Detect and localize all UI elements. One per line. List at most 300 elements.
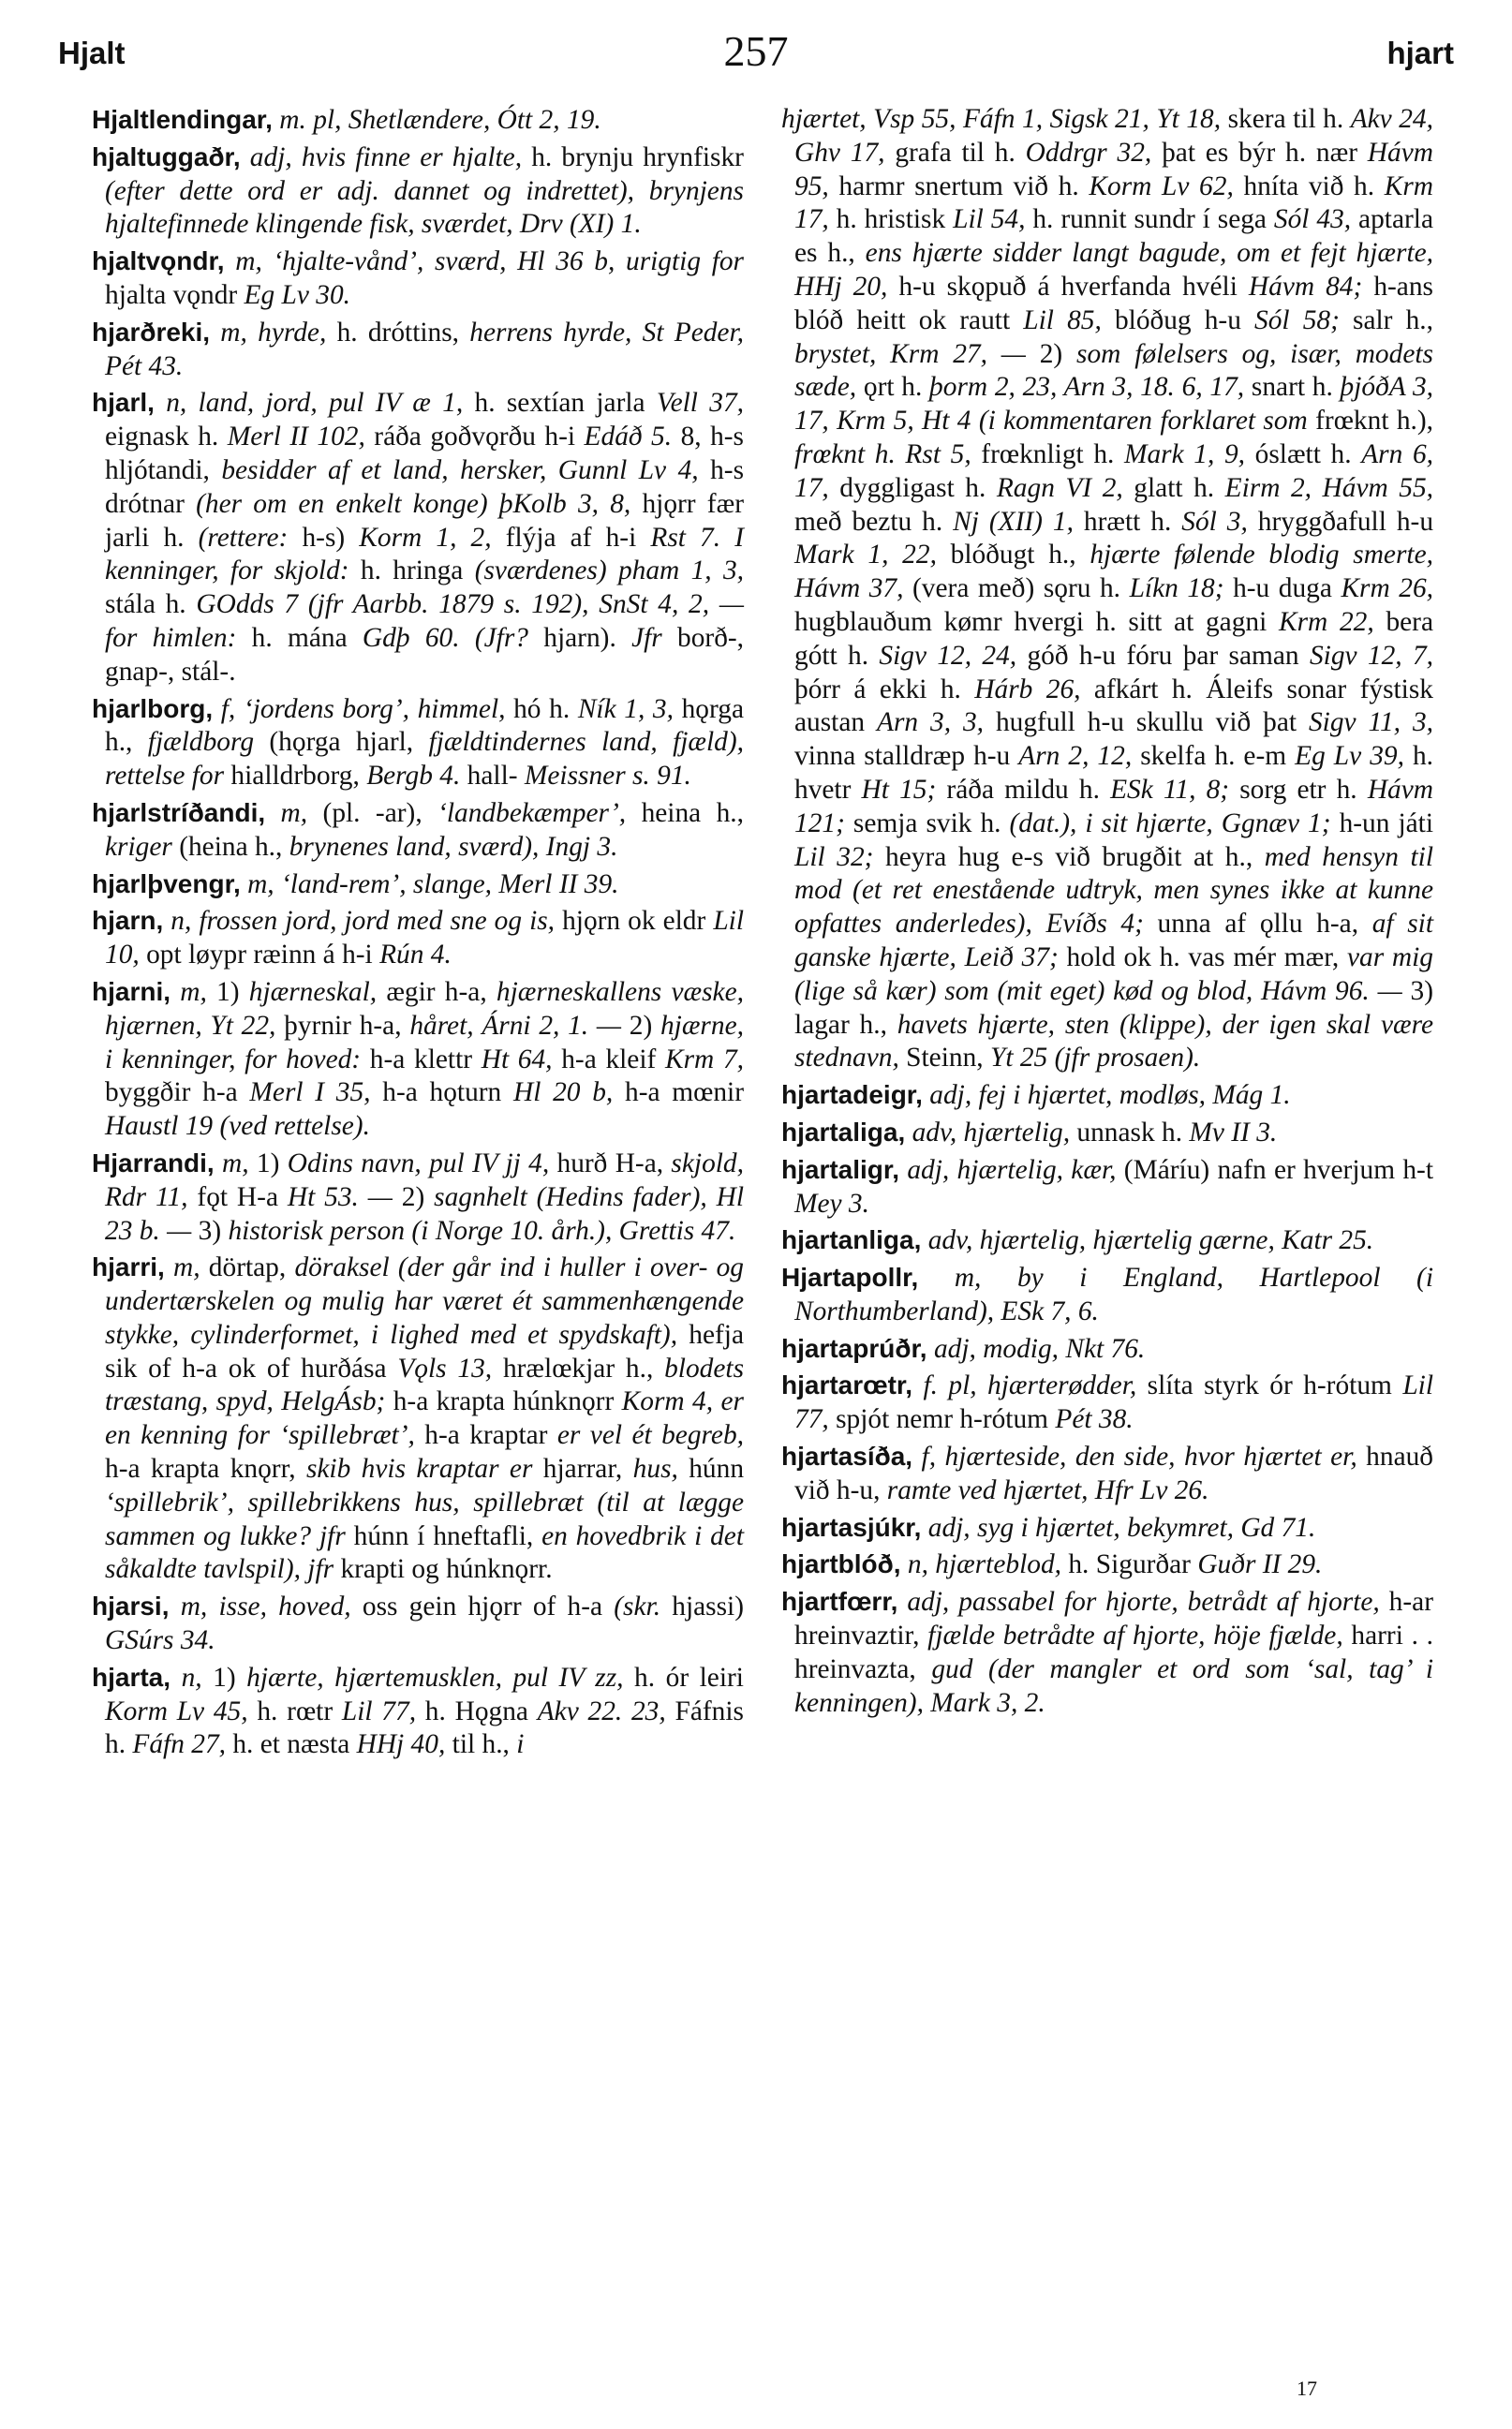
entry-italic-text: Hávm 121; — [794, 774, 1434, 838]
entry-italic-text: m, hyrde, — [210, 317, 337, 348]
entry-text: Fáfnis h. — [105, 1696, 744, 1760]
entry-italic-text: Sigv 11, 3, — [1308, 707, 1433, 738]
entry-text: h. hvetr — [794, 741, 1433, 805]
entry-text: h-a kleif — [561, 1044, 665, 1074]
entry-italic-text: n, — [170, 1662, 214, 1693]
entry-text: unna af ǫllu h-a, — [1157, 909, 1372, 940]
entry-text: hall- — [467, 761, 525, 792]
entry-text: h-a hǫturn — [382, 1077, 513, 1108]
entry-italic-text: frœknt h. Rst 5, — [794, 438, 982, 469]
entry-headword: hjaltvǫndr, — [92, 246, 225, 276]
left-column — [92, 103, 744, 1765]
entry-italic-text: Guðr II 29. — [1197, 1549, 1323, 1580]
entry-italic-text: Mey 3. — [794, 1188, 869, 1219]
dictionary-entry — [781, 1223, 1433, 1258]
entry-italic-text: Ragn VI 2, — [996, 472, 1134, 503]
entry-italic-text: Korm Lv 62, — [1089, 170, 1244, 201]
entry-italic-text: med hensyn til mod (et ret enestående udtryk, men synes ikke at kunne opfattes anderledes), Evíðs 4; — [794, 841, 1433, 940]
entry-italic-text: Mark 1, 9, — [1124, 438, 1255, 469]
entry-headword: hjartarœtr, — [781, 1370, 913, 1400]
entry-italic-text: Akv 24, Ghv 17, — [794, 104, 1433, 168]
entry-italic-text: adj, hjærtelig, kær, — [899, 1154, 1124, 1185]
entry-italic-text: hjærneskal, — [248, 976, 387, 1007]
entry-headword: Hjaltlendingar, — [92, 105, 273, 134]
entry-italic-text: Sól 3, — [1181, 506, 1258, 537]
entry-headword: hjarlstríðandi, — [92, 797, 266, 827]
entry-text: h-a krapta húnknǫrr — [393, 1386, 622, 1417]
entry-text: stála h. — [105, 589, 197, 620]
entry-italic-text: adv, hjærtelig, hjærtelig gærne, Katr 25. — [921, 1225, 1374, 1256]
entry-text: h. hristisk — [836, 204, 954, 235]
entry-italic-text: hjærneskallens væske, hjærnen, Yt 22, — [105, 976, 744, 1041]
entry-headword: hjarta, — [92, 1662, 171, 1692]
dictionary-entry — [92, 904, 744, 972]
entry-text: hjalta vǫndr — [105, 279, 245, 310]
entry-italic-text: m, by i England, Hartlepool (i Northumberland), ESk 7, 6. — [794, 1263, 1433, 1326]
entry-text: hjǫrn ok eldr — [562, 906, 714, 937]
entry-italic-text: fjældtindernes land, fjæld), rettelse for — [105, 727, 744, 792]
entry-text: h-a kraptar — [424, 1420, 557, 1451]
entry-headword: hjartaprúðr, — [781, 1333, 927, 1363]
entry-text: frœknt h.), — [1315, 406, 1433, 437]
entry-italic-text: Korm 4, er en kenning for ‘spillebræt’, — [105, 1386, 744, 1451]
entry-italic-text: GOdds 7 (jfr Aarbb. 1879 s. 192), SnSt 4, 2, — for himlen: — [105, 589, 744, 653]
entry-italic-text: Odins navn, pul IV jj 4, — [287, 1148, 557, 1178]
entry-text: harri . . hreinvazta, — [794, 1621, 1433, 1684]
dictionary-entry — [781, 1116, 1433, 1150]
entry-text: flýja af h-i — [505, 522, 651, 553]
entry-headword: hjarl, — [92, 388, 155, 418]
entry-italic-text: m, — [214, 1148, 257, 1178]
entry-text: unnask h. — [1076, 1117, 1190, 1148]
entry-headword: hjarni, — [92, 976, 171, 1006]
entry-italic-text: Lil 77, — [794, 1370, 1433, 1435]
entry-text: h. et næsta — [232, 1729, 357, 1760]
entry-italic-text: adv, hjærtelig, — [905, 1117, 1077, 1148]
entry-italic-text: Oddrgr 32, — [1025, 137, 1163, 168]
entry-italic-text: n, frossen jord, jord med sne og is, — [163, 906, 563, 937]
entry-italic-text: Korm 1, 2, — [359, 522, 506, 553]
entry-italic-text: (rettere: — [198, 522, 303, 553]
entry-text: 2) — [1039, 338, 1077, 369]
entry-italic-text: Jfr — [631, 622, 678, 653]
entry-italic-text: håret, Árni 2, 1. — — [409, 1010, 630, 1041]
entry-text: (heina h., — [179, 831, 289, 862]
entry-headword: hjartasjúkr, — [781, 1512, 922, 1542]
entry-text: h. ór leiri — [634, 1662, 744, 1693]
entry-italic-text: kriger — [105, 831, 180, 862]
entry-italic-text: m, ‘land-rem’, slange, Merl II 39. — [240, 868, 619, 899]
entry-italic-text: (skr. — [614, 1592, 673, 1622]
dictionary-entry — [92, 975, 744, 1144]
entry-text: h-s) — [302, 522, 360, 553]
entry-text: borð-, gnap-, stál-. — [105, 622, 745, 687]
entry-italic-text: Gdþ 60. (Jfr? — [362, 622, 544, 653]
entry-italic-text: Nj (XII) 1, — [953, 506, 1084, 537]
entry-italic-text: ramte ved hjærtet, Hfr Lv 26. — [886, 1474, 1209, 1505]
entry-text: snart h. — [1251, 372, 1341, 403]
entry-italic-text: Fáfn 27, — [132, 1729, 233, 1760]
entry-italic-text: Krm 22, — [1279, 606, 1386, 637]
entry-headword: hjartadeigr, — [781, 1080, 923, 1110]
entry-headword: hjarðreki, — [92, 317, 211, 347]
entry-italic-text: m, ‘hjalte-vånd’, sværd, Hl 36 b, urigtig for — [224, 246, 744, 277]
entry-text: hjarrar, — [542, 1454, 633, 1485]
entry-italic-text: m, — [164, 1252, 209, 1283]
signature-mark: 17 — [1297, 2377, 1317, 2400]
entry-italic-text: fjældborg — [147, 727, 270, 758]
entry-text: semja svik h. — [852, 807, 1010, 838]
entry-italic-text: HHj 40, — [356, 1729, 452, 1760]
entry-text: hrætt h. — [1083, 506, 1182, 537]
entry-italic-text: Akv 22. 23, — [537, 1696, 675, 1726]
entry-text: h. runnit sundr í sega — [1032, 204, 1274, 235]
dictionary-entry — [92, 141, 744, 242]
header-first-word: Hjalt — [58, 36, 126, 70]
entry-text: h-a krapta knǫrr, — [105, 1454, 306, 1485]
entry-italic-text: m, isse, hoved, — [169, 1592, 363, 1622]
entry-text: h-ans blóð heitt ok rautt — [794, 271, 1433, 335]
entry-text: skelfa h. e-m — [1140, 741, 1296, 772]
entry-italic-text: Lil 77, — [341, 1696, 425, 1726]
entry-italic-text: adj, passabel for hjorte, betrådt af hjorte, — [897, 1587, 1389, 1618]
entry-headword: Hjartapollr, — [781, 1263, 919, 1293]
entry-italic-text: f, ‘jordens borg’, himmel, — [213, 693, 514, 724]
entry-text: dyggligast h. — [839, 472, 997, 503]
entry-text: h-u duga — [1233, 573, 1342, 604]
dictionary-entry — [781, 1332, 1433, 1367]
right-column — [781, 103, 1433, 1765]
text-columns — [92, 103, 1433, 1765]
entry-text: frœknligt h. — [981, 438, 1124, 469]
entry-italic-text: Sigv 12, 24, — [879, 640, 1028, 671]
entry-text: 8, h-s hljótandi, — [105, 422, 744, 485]
entry-text: hjarn). — [543, 622, 632, 653]
entry-italic-text: Líkn 18; — [1129, 573, 1234, 604]
entry-italic-text: af sit ganske hjærte, Leið 37; — [794, 909, 1434, 972]
entry-text: h. mána — [251, 622, 363, 653]
entry-italic-text: Ht 53. — — [287, 1181, 402, 1212]
entry-italic-text: Hávm 95, — [794, 137, 1433, 201]
entry-text: hold ok h. vas mér mær, — [1066, 941, 1347, 972]
entry-italic-text: döraksel (der går ind i huller i over- og undertærskelen og mulig har været ét sammenhængende stykke, cylinderformet, i lighed med et spydskaft), — [105, 1252, 744, 1350]
entry-italic-text: Bergb 4. — [366, 761, 467, 792]
dictionary-entry — [92, 867, 744, 902]
entry-italic-text: besidder af et land, hersker, Gunnl Lv 4, — [221, 454, 711, 485]
entry-text: þat es býr h. nær — [1162, 137, 1368, 168]
entry-text: þórr á ekki h. — [794, 674, 975, 704]
entry-italic-text: Pét 38. — [1055, 1404, 1134, 1435]
entry-italic-text: Sigv 12, 7, — [1309, 640, 1433, 671]
entry-text: hníta við h. — [1243, 170, 1385, 201]
entry-text: hrælœkjar h., — [502, 1353, 665, 1384]
entry-headword: hjartfœrr, — [781, 1587, 898, 1617]
entry-italic-text: hjærne, i kenninger, for hoved: — [105, 1010, 744, 1074]
entry-text: hugblauðum kømr hvergi h. sitt at gagni — [794, 606, 1279, 637]
entry-italic-text: f, hjærteside, den side, hvor hjærtet er, — [912, 1442, 1367, 1473]
entry-text: 1) — [256, 1148, 288, 1178]
entry-text: ægir h-a, — [386, 976, 497, 1007]
entry-text: 2) — [629, 1010, 660, 1041]
entry-text: Steinn, — [906, 1043, 990, 1074]
entry-italic-text: en hovedbrik i det såkaldte tavlspil), jfr — [105, 1520, 744, 1585]
entry-italic-text: Arn 6, 17, — [794, 438, 1433, 503]
entry-italic-text: ESk 11, 8; — [1110, 774, 1240, 805]
entry-italic-text: skib hvis kraptar er — [305, 1454, 543, 1485]
entry-text: eignask h. — [105, 422, 228, 452]
entry-italic-text: þjóðA 3, 17, Krm 5, Ht 4 (i kommentaren forklaret som — [794, 372, 1433, 437]
entry-text: byggðir h-a — [105, 1077, 250, 1108]
entry-italic-text: herrens hyrde, St Peder, Pét 43. — [105, 317, 745, 381]
dictionary-entry — [781, 1585, 1433, 1720]
entry-text: h. dróttins, — [336, 317, 470, 348]
entry-italic-text: (efter dette ord er adj. dannet og indrettet), brynjens hjaltefinnede klingende fisk, sværdet, Drv (XI) 1. — [105, 175, 744, 240]
entry-italic-text: Edáð 5. — [584, 422, 681, 452]
entry-text: hefja sik of h-a ok of hurðása — [105, 1319, 744, 1384]
entry-headword: hjarlborg, — [92, 693, 214, 723]
entry-text: húnn — [689, 1454, 745, 1485]
entry-text: skera til h. — [1227, 104, 1351, 134]
entry-text: h-ar hreinvaztir, — [794, 1587, 1433, 1651]
entry-italic-text: Lil 85, — [1023, 304, 1115, 335]
entry-text: harmr snertum við h. — [838, 170, 1090, 201]
dictionary-entry — [92, 316, 744, 384]
entry-text: h. hringa — [360, 555, 475, 586]
entry-italic-text: Lil 10, — [105, 906, 744, 970]
entry-text: hó h. — [513, 693, 578, 724]
entry-italic-text: Haustl 19 (ved rettelse). — [105, 1111, 370, 1142]
entry-italic-text: brynenes land, sværd), Ingj 3. — [289, 831, 618, 862]
entry-headword: hjartasíða, — [781, 1442, 913, 1472]
entry-text: salr h., — [1353, 304, 1433, 335]
entry-text: (hǫrga hjarl, — [269, 727, 429, 758]
entry-italic-text: ens hjærte sidder langt bagude, om et fejt hjærte, HHj 20, — [794, 238, 1434, 302]
entry-text: ǫrt h. — [863, 372, 930, 403]
entry-text: h. Hǫgna — [424, 1696, 538, 1726]
dictionary-entry — [781, 1511, 1433, 1546]
entry-italic-text: ‘spillebrik’, spillebrikkens hus, spillebræt (til at lægge sammen og lukke? jfr — [105, 1487, 744, 1551]
entry-text: h-un játi — [1339, 807, 1433, 838]
entry-text: h-a mœnir — [625, 1077, 744, 1108]
entry-text: (Máríu) nafn er hverjum h-t — [1123, 1154, 1433, 1185]
entry-italic-text: Krm 7, — [665, 1044, 744, 1074]
entry-text: 2) — [401, 1181, 435, 1212]
entry-italic-text: n, hjærteblod, — [900, 1549, 1069, 1580]
entry-italic-text: Krm 17, — [794, 170, 1434, 235]
entry-italic-text: hjærte følende blodig smerte, Hávm 37, — [794, 540, 1433, 604]
entry-text: h-a klettr — [369, 1044, 482, 1074]
entry-text: h-s drótnar — [105, 454, 745, 519]
entry-text: aptarla es h., — [794, 204, 1433, 269]
dictionary-entry — [92, 1590, 744, 1658]
running-header — [58, 22, 1454, 88]
entry-text: óslætt h. — [1254, 438, 1362, 469]
dictionary-entry — [92, 1661, 744, 1762]
entry-italic-text: hjærtet, Vsp 55, Fáfn 1, Sigsk 21, Yt 18, — [781, 104, 1228, 134]
entry-italic-text: Merl I 35, — [249, 1077, 383, 1108]
entry-italic-text: Eg Lv 39, — [1295, 741, 1413, 772]
entry-headword: hjartanliga, — [781, 1225, 922, 1255]
dictionary-entry — [781, 1369, 1433, 1437]
dictionary-entry — [92, 796, 744, 865]
entry-text: krapti og húnknǫrr. — [340, 1554, 553, 1585]
entry-headword: hjaltuggaðr, — [92, 141, 241, 171]
entry-italic-text: Merl II 102, — [227, 422, 375, 452]
entry-italic-text: Sól 43, — [1273, 204, 1359, 235]
entry-italic-text: m, — [170, 976, 217, 1007]
entry-text: hjassi) — [672, 1592, 744, 1622]
entry-italic-text: Mark 1, 22, — [794, 540, 951, 570]
entry-italic-text: havets hjærte, sten (klippe), der igen skal være stednavn, — [794, 1009, 1433, 1074]
entry-text: ráða mildu h. — [946, 774, 1111, 805]
entry-italic-text: adj, syg i hjærtet, bekymret, Gd 71. — [921, 1512, 1316, 1543]
entry-italic-text: sagnhelt (Hedins fader), Hl 23 b. — — [105, 1181, 744, 1246]
entry-text: spjót nemr h-rótum — [836, 1404, 1056, 1435]
entry-text: þyrnir h-a, — [284, 1010, 410, 1041]
entry-text: hurð H-a, — [556, 1148, 672, 1178]
entry-italic-text: fjælde betrådte af hjorte, höje fjælde, — [927, 1621, 1352, 1651]
entry-text: oss gein hjǫrr of h-a — [362, 1592, 615, 1622]
dictionary-entry — [92, 244, 744, 313]
entry-text: heyra hug e-s við brugðit at h., — [885, 841, 1265, 872]
entry-text: glatt h. — [1134, 472, 1225, 503]
entry-text: 3) lagar h., — [794, 975, 1433, 1040]
entry-italic-text: gud (der mangler et ord som ‘sal, tag’ i kenningen), Mark 3, 2. — [794, 1653, 1433, 1718]
entry-text: grafa til h. — [895, 137, 1026, 168]
entry-italic-text: Korm Lv 45, — [105, 1696, 258, 1726]
entry-italic-text: Vǫls 13, — [397, 1353, 503, 1384]
entry-italic-text: n, land, jord, pul IV æ 1, — [154, 388, 475, 419]
entry-text: hialldrborg, — [230, 761, 367, 792]
entry-italic-text: Vell 37, — [656, 388, 745, 419]
dictionary-entry — [92, 386, 744, 689]
entry-italic-text: adj, fej i hjærtet, modløs, Mág 1. — [922, 1080, 1291, 1111]
entry-italic-text: Ht 15; — [861, 774, 947, 805]
entry-text: vinna stalldræp h-u — [794, 741, 1019, 772]
entry-text: ráða goðvǫrðu h-i — [374, 422, 585, 452]
entry-text: hjǫrr fær jarli h. — [105, 488, 744, 553]
entry-italic-text: Lil 32; — [794, 841, 886, 872]
entry-headword: hjartaliga, — [781, 1117, 906, 1147]
dictionary-entry — [781, 1078, 1433, 1113]
dictionary-entry — [92, 103, 744, 138]
entry-italic-text: historisk person (i Norge 10. årh.), Grettis 47. — [228, 1215, 736, 1246]
entry-headword: hjarsi, — [92, 1592, 170, 1622]
entry-italic-text: f. pl, hjærterødder, — [912, 1370, 1148, 1401]
entry-italic-text: (her om en enkelt konge) þKolb 3, 8, — [196, 488, 643, 519]
entry-italic-text: adj, hvis finne er hjalte, — [240, 141, 532, 172]
entry-italic-text: Krm 26, — [1341, 573, 1433, 604]
entry-text: blóðug h-u — [1114, 304, 1255, 335]
entry-italic-text: hus, — [632, 1454, 689, 1485]
entry-italic-text: hjærte, hjærtemusklen, pul IV zz, — [246, 1662, 635, 1693]
dictionary-entry — [92, 1251, 744, 1587]
entry-text: fǫt H-a — [197, 1181, 288, 1212]
entry-text: hryggðafull h-u — [1257, 506, 1434, 537]
entry-italic-text: Rst 7. I kenninger, for skjold: — [105, 522, 744, 586]
header-last-word: hjart — [1386, 36, 1454, 70]
entry-text: bera gótt h. — [794, 606, 1434, 671]
dictionary-entry — [92, 692, 744, 793]
entry-text: hugfull h-u skullu við þat — [995, 707, 1309, 738]
entry-text: h. brynju hrynfiskr — [531, 141, 744, 172]
entry-italic-text: þorm 2, 23, Arn 3, 18. 6, 17, — [929, 372, 1252, 403]
entry-italic-text: brystet, Krm 27, — — [794, 338, 1040, 369]
entry-italic-text: som følelsers og, især, modets sæde, — [794, 338, 1433, 403]
entry-italic-text: Arn 3, 3, — [877, 707, 996, 738]
entry-text: sorg etr h. — [1239, 774, 1368, 805]
entry-italic-text: Sól 58; — [1254, 304, 1354, 335]
entry-italic-text: Eirm 2, Hávm 55, — [1224, 472, 1434, 503]
dictionary-entry — [781, 1548, 1433, 1582]
entry-text: h. sextían jarla — [474, 388, 657, 419]
entry-text: 1) — [216, 976, 249, 1007]
entry-text: 1) — [213, 1662, 247, 1693]
entry-italic-text: i — [516, 1729, 525, 1760]
entry-text: góð h-u fóru þar saman — [1027, 640, 1310, 671]
entry-text: til h., — [452, 1729, 517, 1760]
entry-italic-text: (dat.), i sit hjærte, Ggnæv 1; — [1009, 807, 1340, 838]
entry-italic-text: Arn 2, 12, — [1018, 741, 1141, 772]
page-number: 257 — [723, 27, 789, 75]
entry-headword: hjarlþvengr, — [92, 868, 241, 898]
entry-italic-text: m, — [265, 797, 323, 828]
dictionary-entry — [781, 1153, 1433, 1222]
entry-italic-text: Meissner s. 91. — [524, 761, 691, 792]
entry-italic-text: Hl 20 b, — [512, 1077, 625, 1108]
entry-text: slíta styrk ór h-rótum — [1147, 1370, 1403, 1401]
entry-text: heina h., — [641, 797, 744, 828]
entry-italic-text: (sværdenes) pham 1, 3, — [474, 555, 744, 586]
dictionary-entry — [781, 1261, 1433, 1329]
entry-italic-text: Mv II 3. — [1189, 1117, 1278, 1148]
entry-italic-text: Lil 54, — [953, 204, 1033, 235]
dictionary-entry — [781, 103, 1433, 1075]
entry-italic-text: skjold, Rdr 11, — [105, 1148, 744, 1212]
entry-text: h. Sigurðar — [1068, 1549, 1198, 1580]
entry-text: h-u skǫpuð á hverfanda hvéli — [898, 271, 1249, 302]
entry-text: (pl. -ar), — [322, 797, 438, 828]
entry-text: hǫrga h., — [105, 693, 744, 758]
entry-text: hnauð við h-u, — [794, 1442, 1433, 1505]
entry-text: dörtap, — [208, 1252, 295, 1283]
entry-text: 3) — [198, 1215, 229, 1246]
entry-italic-text: Hávm 84; — [1248, 271, 1374, 302]
dictionary-entry — [781, 1440, 1433, 1508]
entry-italic-text: Yt 25 (jfr prosaen). — [989, 1043, 1201, 1074]
entry-text: með beztu h. — [794, 506, 954, 537]
entry-italic-text: GSúrs 34. — [105, 1625, 215, 1656]
entry-headword: hjarn, — [92, 906, 164, 936]
entry-italic-text: Rún 4. — [379, 940, 452, 970]
entry-italic-text: ‘landbekæmper’, — [437, 797, 642, 828]
entry-headword: hjartblóð, — [781, 1549, 901, 1579]
entry-italic-text: Eg Lv 30. — [244, 279, 351, 310]
entry-italic-text: Hárb 26, — [974, 674, 1094, 704]
entry-italic-text: blodets træstang, spyd, HelgÁsb; — [105, 1353, 745, 1417]
dictionary-entry — [92, 1147, 744, 1248]
entry-text: afkárt h. Áleifs sonar fýstisk austan — [794, 674, 1433, 738]
entry-text: (vera með) sǫru h. — [912, 573, 1130, 604]
entry-headword: hjarri, — [92, 1252, 165, 1282]
entry-text: húnn í hneftafli, — [353, 1520, 542, 1551]
entry-italic-text: Ht 64, — [481, 1044, 562, 1074]
entry-italic-text: var mig (lige så kær) som (mit eget) kød og blod, Hávm 96. — — [794, 941, 1433, 1006]
entry-italic-text: m. pl, Shetlændere, Ótt 2, 19. — [272, 105, 601, 135]
entry-text: opt løypr ræinn á h-i — [146, 940, 380, 970]
entry-headword: Hjarrandi, — [92, 1148, 215, 1177]
entry-italic-text: er vel ét begreb, — [556, 1420, 744, 1451]
